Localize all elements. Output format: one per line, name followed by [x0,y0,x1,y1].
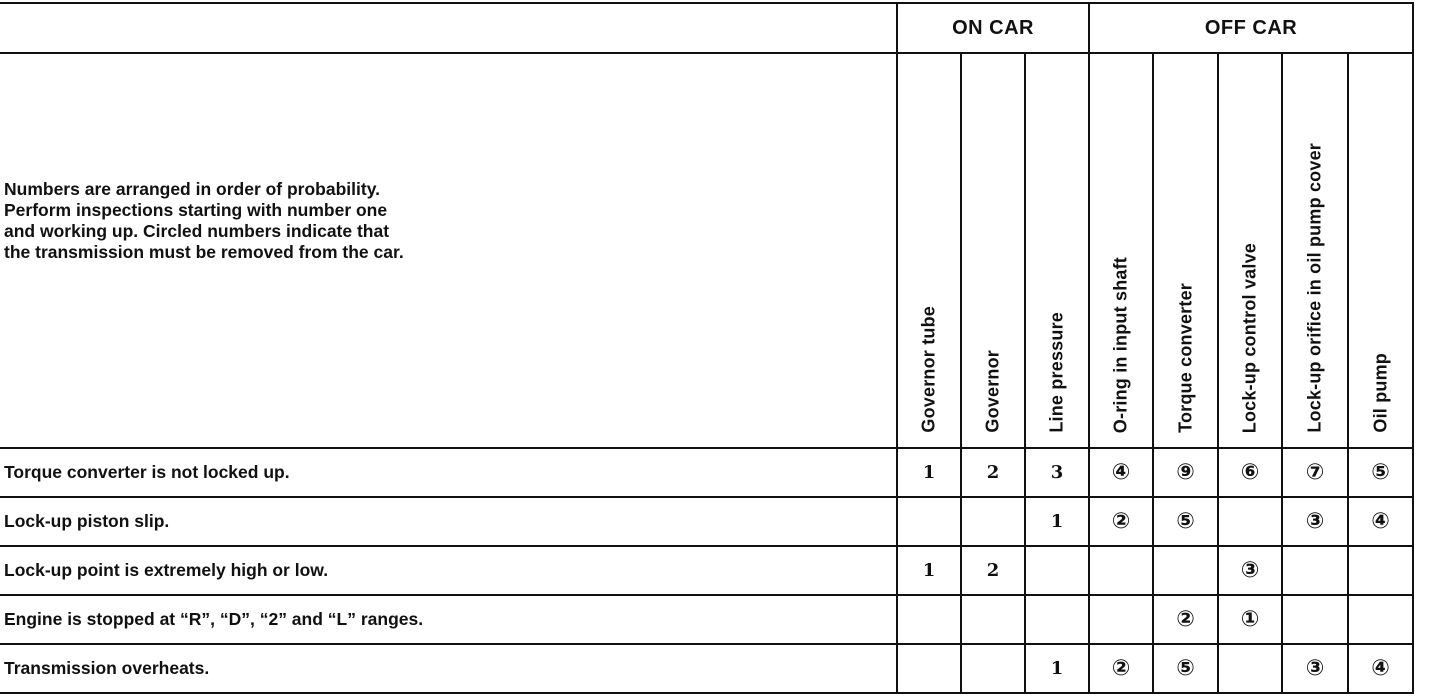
table-body [0,448,1413,693]
column-header [1218,53,1282,448]
table-cell [1218,644,1282,693]
symptom-label: Lock-up piston slip. [0,497,897,546]
column-header [1089,53,1153,448]
table-row [0,497,1413,546]
column-header [1153,53,1218,448]
table-cell: 1 [897,546,961,595]
symptom-label: Lock-up point is extremely high or low. [0,546,897,595]
table-cell: 3 [1025,448,1089,497]
table-cell: ② [1089,644,1153,693]
group-off-car: OFF CAR [1089,3,1413,53]
column-label-oil-pump: Oil pump [1370,353,1391,433]
table-cell [961,595,1025,644]
column-header [1348,53,1413,448]
column-label-o-ring: O-ring in input shaft [1110,256,1131,433]
table-row [0,448,1413,497]
symptom-label: Transmission overheats. [0,644,897,693]
table-cell: ④ [1348,497,1413,546]
table-cell: ④ [1348,644,1413,693]
table-cell [1089,546,1153,595]
symptom-label: Torque converter is not locked up. [0,448,897,497]
group-on-car: ON CAR [897,3,1089,53]
table-cell: 2 [961,546,1025,595]
table-cell: 1 [1025,644,1089,693]
column-header [1025,53,1089,448]
column-label-governor: Governor [982,350,1003,433]
table-cell [1025,546,1089,595]
group-header-row [0,3,1413,53]
note-line: Numbers are arranged in order of probability. [4,178,381,199]
column-header-row [0,53,1413,448]
table-cell: ④ [1089,448,1153,497]
table-cell [1348,546,1413,595]
table-cell [897,644,961,693]
table-cell: 1 [897,448,961,497]
table-cell: ⑨ [1153,448,1218,497]
table-cell [1282,595,1348,644]
corner-cell [0,3,897,53]
table-cell: ② [1089,497,1153,546]
table-cell [1348,595,1413,644]
table-cell [1218,497,1282,546]
note-line: and working up. Circled numbers indicate that [4,220,390,241]
table-cell [1282,546,1348,595]
table-cell: ③ [1282,497,1348,546]
column-header [961,53,1025,448]
column-label-lockup-control-valve: Lock-up control valve [1239,242,1260,433]
table-cell: ⑥ [1218,448,1282,497]
column-header [1282,53,1348,448]
column-label-governor-tube: Governor tube [918,306,939,433]
table-cell: 1 [1025,497,1089,546]
table-row [0,595,1413,644]
table-cell [1025,595,1089,644]
table-row [0,546,1413,595]
table-cell: ① [1218,595,1282,644]
table-cell: ⑤ [1348,448,1413,497]
symptom-label: Engine is stopped at “R”, “D”, “2” and “L” ranges. [0,595,897,644]
table-cell [897,497,961,546]
table-cell: ③ [1218,546,1282,595]
instructions-note [0,53,897,448]
diagnosis-table [0,2,1414,694]
column-label-lockup-orifice: Lock-up orifice in oil pump cover [1304,143,1325,433]
table-cell: ⑦ [1282,448,1348,497]
table-cell: 2 [961,448,1025,497]
table-cell: ⑤ [1153,497,1218,546]
table-cell [961,644,1025,693]
table-cell: ③ [1282,644,1348,693]
note-line: Perform inspections starting with number one [4,199,388,220]
column-label-torque-converter: Torque converter [1175,283,1196,433]
column-header [897,53,961,448]
table-cell [897,595,961,644]
table-cell: ⑤ [1153,644,1218,693]
table-row [0,644,1413,693]
table-cell: ② [1153,595,1218,644]
note-line: the transmission must be removed from the car. [4,241,404,262]
table-cell [1153,546,1218,595]
column-label-line-pressure: Line pressure [1046,312,1067,433]
table-cell [961,497,1025,546]
table-cell [1089,595,1153,644]
